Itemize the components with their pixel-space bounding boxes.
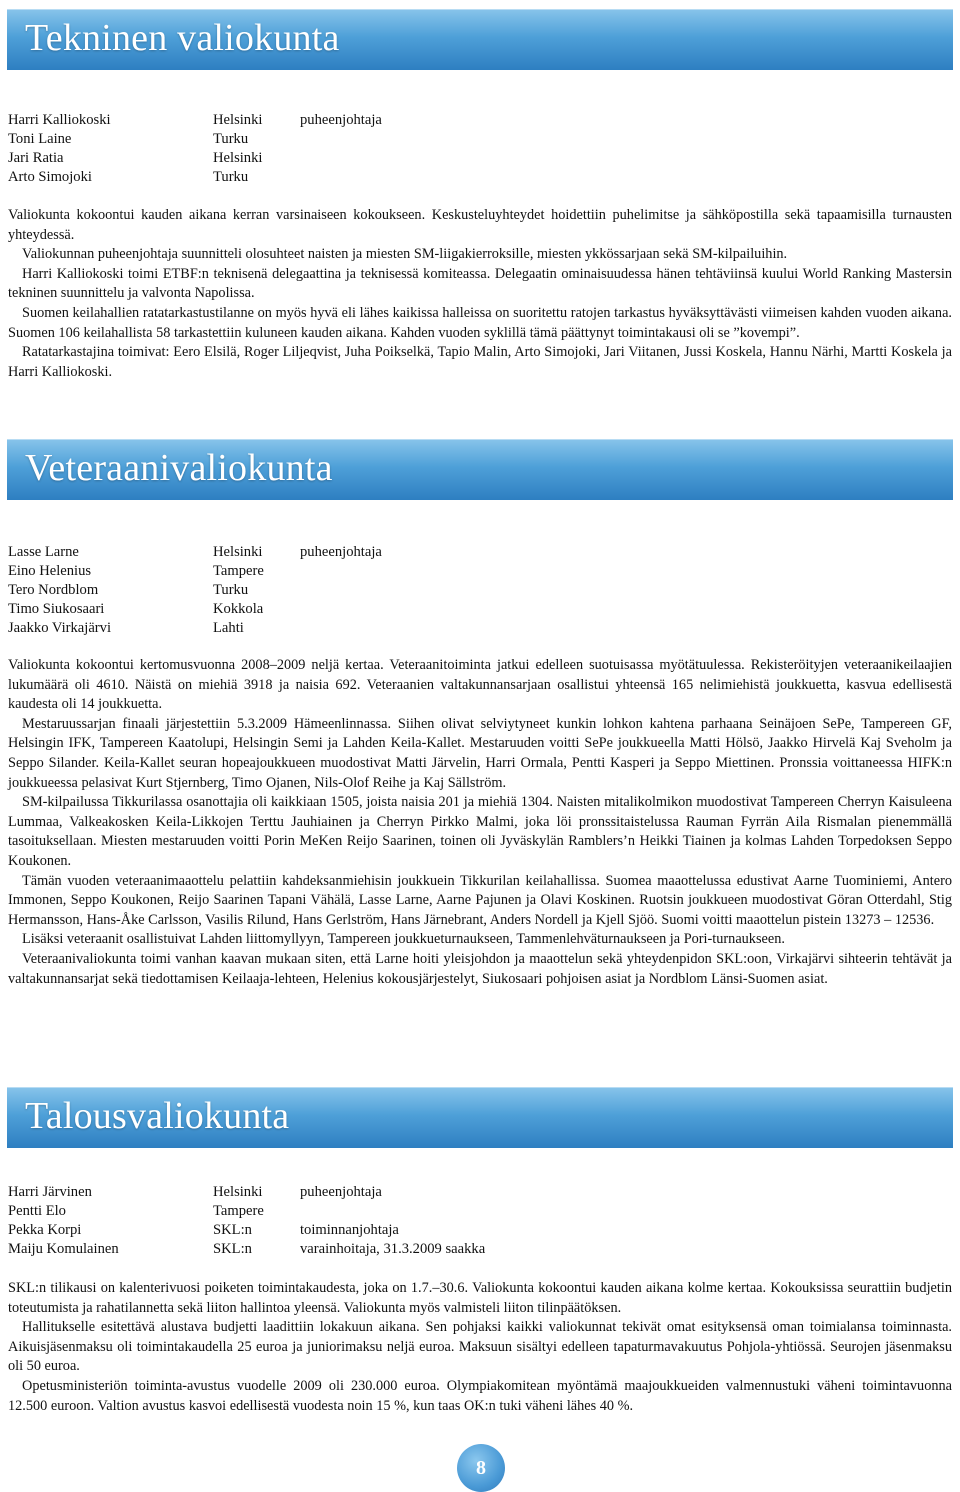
member-name: Maiju Komulainen	[8, 1241, 119, 1257]
section-banner	[7, 439, 953, 500]
paragraph: Suomen keilahallien ratatarkastustilanne on myös hyvä eli lähes kaikissa halleissa on suoritettu ratojen tarkastus hyväksyttävästi viimeisen kahden vuoden aikana. Suomen 106 keilahallista 58 tarkastettiin kuluneen kauden aikana. Kahden vuoden syklillä tämä päättynyt toimintakausi oli se ”kovempi”.	[8, 304, 952, 341]
member-city: Turku	[213, 169, 249, 185]
member-row	[8, 168, 382, 187]
section-title: Veteraanivaliokunta	[25, 447, 333, 489]
member-city: Turku	[213, 582, 249, 598]
member-name: Jari Ratia	[8, 150, 64, 166]
paragraph: Opetusministeriön toiminta-avustus vuodelle 2009 oli 230.000 euroa. Olympiakomitean myöntämä maajoukkueiden valmennustuki väheni toimintavuonna 12.500 euroon. Valtion avustus kasvoi edellisestä vuodesta noin 15 %, kun taas OK:n tuki väheni lähes 40 %.	[8, 1377, 952, 1414]
paragraph: Valiokunnan puheenjohtaja suunnitteli olosuhteet naisten ja miesten SM-liigakierroksille, miesten ykkössarjaan sekä SM-kilpailuihin.	[22, 246, 788, 263]
member-city: Tampere	[213, 563, 264, 579]
paragraph: Ratatarkastajina toimivat: Eero Elsilä, Roger Liljeqvist, Juha Poikselkä, Tapio Malin, Arto Simojoki, Jari Viitanen, Jussi Koskela, Hannu Närhi, Martti Koskela ja Harri Kalliokoski.	[8, 344, 952, 380]
section-banner	[7, 9, 953, 70]
paragraph: SM-kilpailussa Tikkurilassa osanottajia oli kaikkiaan 1505, joista naisia 201 ja miehiä 1304. Naisten mitalikolmikon muodostivat Tampereen Cherryn Kaisuleena Lummaa, Valkeakosken Keila-Likkojen Terttu Jauhiainen ja Cherryn Pirkko Malmi, joka löi pronssitaistelussa Rauman Fyrrän Aila Rismalan pienemmällä tasoituksellaan. Miesten mestaruuden voitti Porin MeKen Reijo Saarinen, toinen oli Jyväskylän Ramblers’n Heikki Tiainen ja kolmas Lahden Torpedoksen Seppo Koukonen.	[8, 794, 952, 869]
member-row	[8, 111, 382, 130]
member-city: Tampere	[213, 1203, 264, 1219]
member-row	[8, 600, 382, 619]
member-row	[8, 619, 382, 638]
member-name: Tero Nordblom	[8, 582, 99, 598]
member-name: Harri Kalliokoski	[8, 112, 111, 128]
member-role: puheenjohtaja	[300, 544, 382, 560]
member-row	[8, 1202, 485, 1221]
paragraph: Valiokunta kokoontui kauden aikana kerran varsinaiseen kokoukseen. Keskusteluyhteydet hoidettiin puhelimitse ja sähköpostilla sekä tapaamisilla turnausten yhteydessä.	[8, 207, 952, 243]
member-city: Helsinki	[213, 1184, 263, 1200]
member-name: Harri Järvinen	[8, 1184, 92, 1200]
member-list	[8, 1183, 485, 1259]
member-role: puheenjohtaja	[300, 112, 382, 128]
paragraph: Harri Kalliokoski toimi ETBF:n teknisenä delegaattina ja teknisessä komiteassa. Delegaatin ominaisuudessa hänen tehtäviinsä kuului World Ranking Mastersin tekninen suunnittelu ja valvonta Napolissa.	[8, 265, 952, 302]
member-name: Toni Laine	[8, 131, 72, 147]
member-name: Lasse Larne	[8, 544, 79, 560]
member-role: toiminnanjohtaja	[300, 1222, 399, 1238]
member-role: varainhoitaja, 31.3.2009 saakka	[300, 1241, 486, 1257]
member-name: Eino Helenius	[8, 563, 92, 579]
member-city: Turku	[213, 131, 249, 147]
member-city: Kokkola	[213, 601, 264, 617]
paragraph: Valiokunta kokoontui kertomusvuonna 2008–2009 neljä kertaa. Veteraanitoiminta jatkui edelleen suotuisassa myötätuulessa. Rekisteröityjen veteraanikeilaajien lukumäärä oli 4610. Näistä on miehiä 3918 ja naisia 692. Veteraanien valtakunnansarjaan osallistui yhteensä 165 nelimiehistä joukkuetta, kasvua edellisestä kaudesta oli 14 joukkuetta.	[8, 657, 952, 713]
paragraph: SKL:n tilikausi on kalenterivuosi poiketen toimintakaudesta, joka on 1.7.–30.6. Valiokunta kokoontui kauden aikana kolme kertaa. Kokouksissa seurattiin budjetin toteutumista ja rahatilannetta sekä liiton hallintoa yleensä. Valiokunta myös valmisteli liiton tilinpäätöksen.	[8, 1280, 952, 1316]
member-row	[8, 562, 382, 581]
paragraph: Veteraanivaliokunta toimi vanhan kaavan mukaan siten, että Larne hoiti yleisjohdon ja maaottelun sekä yhteydenpidon SKL:oon, Virkajärvi sihteerin tehtävät ja valtakunnansarjat sekä tiedottamisen Keilaaja-lehteen, Helenius kokousjärjestelyt, Siukosaari pohjoisen asiat ja Nordblom Länsi-Suomen asiat.	[8, 950, 952, 987]
page-number-badge	[457, 1444, 505, 1492]
section-body	[8, 206, 952, 382]
member-row	[8, 543, 382, 562]
member-row	[8, 1221, 485, 1240]
section-title: Talousvaliokunta	[25, 1095, 290, 1137]
paragraph: Mestaruussarjan finaali järjestettiin 5.3.2009 Hämeenlinnassa. Siihen olivat selviytyneet kunkin lohkon kahtena parhaana Seinäjoen SePe, Tampereen GF, Helsingin IFK, Tampereen Kaatolupi, Helsingin Semi ja Lahden Keila-Kallet. Mestaruuden voitti SePe joukkueella Matti Hölsö, Jaakko Hirvelä Kaj Sveholm ja Seppo Silander. Keila-Kallet seuran hopeajoukkueen muodostivat Matti Järvelin, Harri Ormala, Pentti Kasperi ja Seppo Miettinen. Pronssia voittaneessa HIFK:n joukkueessa pelasivat Kurt Stjernberg, Timo Ojanen, Nils-Olof Reihe ja Kaj Sällström.	[8, 715, 952, 791]
section-banner	[7, 1087, 953, 1148]
section-body	[8, 1279, 952, 1416]
member-row	[8, 1183, 485, 1202]
member-name: Arto Simojoki	[8, 169, 92, 185]
member-list	[8, 543, 382, 638]
member-name: Pekka Korpi	[8, 1222, 82, 1238]
paragraph: Hallitukselle esitettävä alustava budjetti laadittiin lokakuun aikana. Sen pohjaksi kaikki valiokunnat tekivät omat esityksensä oman toimialansa toiminnasta. Aikuisjäsenmaksu oli toimintakaudella 25 euroa ja juniorimaksu neljä euroa. Maksuun sisältyi edelleen tapaturmavakuutus Pohjola-yhtiössä. Seurojen jäsenmaksu oli 50 euroa.	[8, 1319, 952, 1375]
page-number: 8	[476, 1457, 486, 1479]
member-city: Helsinki	[213, 112, 263, 128]
paragraph: Lisäksi veteraanit osallistuivat Lahden liittomyllyyn, Tampereen joukkueturnaukseen, Tammenlehväturnaukseen ja Pori-turnaukseen.	[22, 931, 785, 948]
section-body	[8, 656, 952, 989]
member-city: Helsinki	[213, 150, 263, 166]
paragraph: Tämän vuoden veteraanimaaottelu pelattiin kahdeksanmiehisin joukkuein Tikkurilan keilahallissa. Suomea maaottelussa edustivat Aarne Tuominiemi, Antero Immonen, Seppo Koukonen, Reijo Saarinen Tapani Vähälä, Lasse Larne, Aarne Pajunen ja Olavi Koskinen. Ruotsin joukkueen muodostivat Göran Otterdahl, Stig Hermansson, Hans-Åke Carlsson, Vasilis Rilund, Hans Gerlström, Hans Järnebrant, Anders Nordell ja Kjell Sjöö. Suomi voitti maaottelun pistein 13273 – 12536.	[8, 872, 952, 928]
member-role: puheenjohtaja	[300, 1184, 382, 1200]
member-name: Pentti Elo	[8, 1203, 66, 1219]
member-row	[8, 581, 382, 600]
member-name: Jaakko Virkajärvi	[8, 620, 112, 636]
member-city: SKL:n	[213, 1222, 252, 1238]
member-city: Helsinki	[213, 544, 263, 560]
member-city: SKL:n	[213, 1241, 252, 1257]
section-title: Tekninen valiokunta	[25, 17, 340, 59]
member-name: Timo Siukosaari	[8, 601, 105, 617]
member-row	[8, 149, 382, 168]
member-list	[8, 111, 382, 187]
member-row	[8, 1240, 485, 1259]
member-city: Lahti	[213, 620, 244, 636]
member-row	[8, 130, 382, 149]
